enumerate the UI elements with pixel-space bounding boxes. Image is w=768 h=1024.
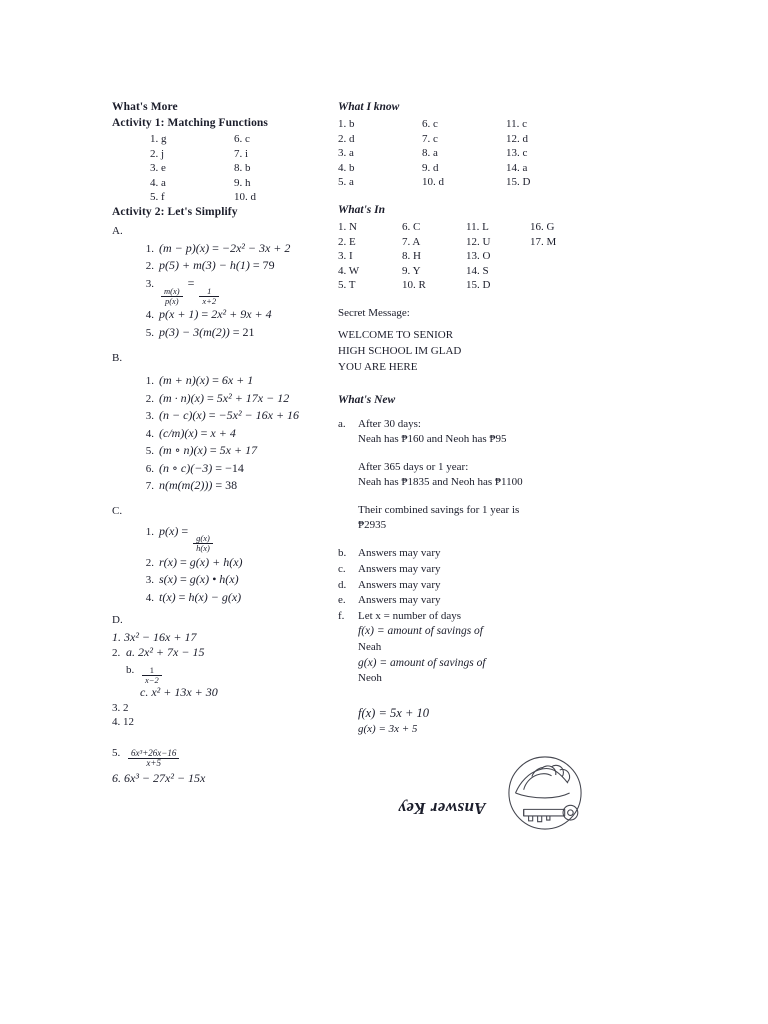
answer-cell: 3. I bbox=[338, 250, 353, 263]
section-heading-whats-more: What's More bbox=[112, 101, 178, 113]
answer-cell: 9. d bbox=[422, 161, 439, 174]
item-text: Answers may vary bbox=[358, 547, 441, 560]
item-marker: a. bbox=[338, 418, 346, 431]
item-a-line-1: After 30 days: bbox=[358, 418, 421, 431]
part-d-item-5 bbox=[112, 742, 332, 769]
list-item bbox=[338, 562, 588, 578]
part-c-label: C. bbox=[112, 504, 123, 517]
item-equation: (m · n)(x) = 5x² + 17x − 12 bbox=[159, 390, 290, 405]
part-d-item-6: 6. 6x³ − 27x² − 15x bbox=[112, 771, 206, 786]
item-f-line-3: Neah bbox=[358, 640, 382, 653]
answer-cell: 14. a bbox=[506, 161, 528, 174]
list-item bbox=[138, 571, 332, 589]
item-equation: (n ∘ c)(−3) = −14 bbox=[159, 460, 244, 475]
answer-cell: 13. O bbox=[466, 250, 491, 263]
item-a-line-6: ₱2935 bbox=[358, 519, 387, 532]
list-item bbox=[138, 554, 332, 572]
part-c-list bbox=[138, 523, 332, 607]
fraction: $\frac{1}{x-2}$ bbox=[142, 666, 162, 686]
item-f-line-2: f(x) = amount of savings of bbox=[358, 625, 483, 638]
answer-cell: 9. Y bbox=[402, 264, 421, 277]
answer-cell bbox=[530, 249, 588, 264]
part-d-item-1: 1. 3x² − 16x + 17 bbox=[112, 630, 197, 645]
list-item bbox=[138, 240, 332, 258]
answer-cell: 1. b bbox=[338, 118, 355, 130]
item-number: 2. bbox=[145, 556, 154, 569]
item-marker: c. bbox=[338, 562, 346, 575]
item-text: Answers may vary bbox=[358, 562, 441, 575]
fraction: $\frac{\text{6x³+26x−16}}{x+5}$ bbox=[128, 749, 179, 769]
answer-cell: 1. N bbox=[338, 220, 357, 233]
item-f-line-1: Let x = number of days bbox=[358, 609, 462, 622]
part-d-item-2 bbox=[112, 645, 332, 660]
answer-cell: 10. d bbox=[422, 176, 444, 189]
item-equation: p(5) + m(3) − h(1) = 79 bbox=[159, 258, 275, 273]
answer-cell: 9. h bbox=[234, 176, 251, 189]
item-marker: d. bbox=[338, 578, 347, 591]
item-number: 6. bbox=[145, 462, 154, 475]
item-equation: (m + n)(x) = 6x + 1 bbox=[159, 373, 254, 388]
answer-cell: 4. a bbox=[150, 176, 166, 189]
answer-cell: 16. G bbox=[530, 220, 555, 233]
item-equation: (m ∘ n)(x) = 5x + 17 bbox=[159, 443, 258, 458]
part-d-item-2b bbox=[126, 660, 332, 686]
part-b-label: B. bbox=[112, 352, 123, 365]
secret-message-line-3: YOU ARE HERE bbox=[338, 361, 418, 374]
item-f-line-7: g(x) = 3x + 5 bbox=[358, 722, 418, 735]
item-number: 7. bbox=[145, 480, 154, 493]
answer-cell: 2. d bbox=[338, 132, 355, 145]
list-item bbox=[338, 593, 588, 609]
answer-cell: 8. H bbox=[402, 250, 421, 263]
answer-cell: 7. i bbox=[234, 147, 249, 160]
section-heading-whats-new: What's New bbox=[338, 394, 396, 407]
list-item bbox=[138, 257, 332, 275]
part-d-label: D. bbox=[112, 614, 123, 627]
item-a-line-5: Their combined savings for 1 year is bbox=[358, 504, 520, 517]
item-equation: (n − c)(x) = −5x² − 16x + 16 bbox=[159, 408, 300, 423]
item-marker: b. bbox=[338, 547, 347, 560]
section-heading-whats-in: What's In bbox=[338, 203, 385, 216]
item-a-line-3: After 365 days or 1 year: bbox=[358, 461, 469, 474]
answer-cell: 7. A bbox=[402, 235, 421, 248]
answer-cell: 3. a bbox=[338, 147, 354, 160]
list-item bbox=[138, 390, 332, 408]
list-item bbox=[138, 460, 332, 478]
item-number: 2. bbox=[145, 260, 154, 273]
part-d-item-3: 3. 2 bbox=[112, 701, 129, 714]
right-column bbox=[338, 100, 588, 737]
answer-cell: 11. L bbox=[466, 220, 489, 233]
answer-key-stamp bbox=[396, 752, 586, 842]
what-i-know-answer-grid bbox=[338, 117, 588, 190]
answer-cell bbox=[530, 278, 588, 293]
whats-new-item-f bbox=[338, 609, 588, 737]
list-item bbox=[138, 523, 332, 554]
answer-cell: 6. c bbox=[422, 118, 438, 130]
answer-cell: 1. g bbox=[150, 133, 167, 145]
fraction: $\frac{m(x)}{p(x)}$ bbox=[161, 287, 183, 307]
list-item bbox=[138, 425, 332, 443]
secret-message-line-1: WELCOME TO SENIOR bbox=[338, 329, 454, 342]
list-item bbox=[138, 442, 332, 460]
item-number: 4. bbox=[145, 427, 154, 440]
item-equation: t(x) = h(x) − g(x) bbox=[159, 589, 242, 604]
answer-cell: 6. c bbox=[234, 133, 250, 145]
left-column bbox=[112, 100, 332, 786]
answer-cell: 14. S bbox=[466, 264, 489, 277]
item-number: 3. bbox=[145, 410, 154, 423]
answer-key-label: Answer Key bbox=[398, 799, 486, 818]
item-number: 4. bbox=[145, 309, 154, 322]
item-equation: n(m(m(2))) = 38 bbox=[159, 478, 238, 493]
activity-1-heading: Activity 1: Matching Functions bbox=[112, 117, 269, 129]
hand-holding-key-icon bbox=[504, 752, 586, 834]
list-item bbox=[338, 578, 588, 594]
secret-message-line-2: HIGH SCHOOL IM GLAD bbox=[338, 345, 462, 358]
list-item bbox=[138, 477, 332, 495]
list-item bbox=[338, 546, 588, 562]
part-d-item-2c: c. x² + 13x + 30 bbox=[140, 685, 218, 700]
secret-message-label: Secret Message: bbox=[338, 306, 410, 319]
item-number: 2. bbox=[112, 646, 121, 659]
fraction: $\frac{1}{x+2}$ bbox=[199, 287, 219, 307]
answer-cell: 5. f bbox=[150, 191, 165, 204]
answer-cell: 11. c bbox=[506, 118, 527, 130]
answer-cell: 17. M bbox=[530, 235, 557, 248]
item-a-line-4: Neah has ₱1835 and Neoh has ₱1100 bbox=[358, 476, 523, 489]
answer-cell: 4. W bbox=[338, 264, 360, 277]
answer-cell: 13. c bbox=[506, 147, 528, 160]
whats-new-item-a bbox=[338, 417, 588, 533]
whats-in-answer-grid bbox=[338, 220, 588, 293]
item-marker: f. bbox=[338, 609, 345, 622]
item-number: 3. bbox=[145, 277, 154, 290]
item-equation: (m − p)(x) = −2x² − 3x + 2 bbox=[159, 240, 291, 255]
activity-1-answer-grid bbox=[150, 132, 332, 205]
fraction: $\frac{g(x)}{h(x)}$ bbox=[193, 534, 213, 554]
item-equation: (c/m)(x) = x + 4 bbox=[159, 425, 236, 440]
item-text: Answers may vary bbox=[358, 578, 441, 591]
part-a-label: A. bbox=[112, 224, 123, 237]
list-item bbox=[138, 589, 332, 607]
activity-2-heading: Activity 2: Let's Simplify bbox=[112, 205, 238, 218]
list-item bbox=[138, 324, 332, 342]
section-heading-what-i-know: What I know bbox=[338, 101, 400, 113]
item-f-line-6: f(x) = 5x + 10 bbox=[358, 705, 430, 720]
answer-cell: 4. b bbox=[338, 161, 355, 174]
item-number: 5. bbox=[145, 445, 154, 458]
item-number: 2. bbox=[145, 392, 154, 405]
item-f-line-5: Neoh bbox=[358, 672, 382, 685]
item-number: 1. bbox=[145, 375, 154, 388]
item-equation: p(x) = $\frac{g(x)}{h(x)}$ bbox=[159, 523, 332, 554]
item-marker: e. bbox=[338, 594, 346, 607]
item-number: 3. bbox=[145, 574, 154, 587]
part-b-list bbox=[138, 372, 332, 495]
answer-cell: 5. a bbox=[338, 176, 354, 189]
answer-cell: 7. c bbox=[422, 132, 438, 145]
answer-cell: 6. C bbox=[402, 220, 421, 233]
part-a-list bbox=[138, 240, 332, 341]
item-equation: s(x) = g(x) • h(x) bbox=[159, 572, 239, 587]
answer-cell: 12. U bbox=[466, 235, 491, 248]
answer-cell: 15. D bbox=[466, 279, 491, 292]
answer-cell: 8. b bbox=[234, 162, 251, 175]
item-marker: b. bbox=[126, 663, 135, 676]
answer-cell: 10. d bbox=[234, 191, 256, 204]
answer-cell: 15. D bbox=[506, 176, 531, 189]
list-item bbox=[138, 407, 332, 425]
item-a-line-2: Neah has ₱160 and Neoh has ₱95 bbox=[358, 433, 507, 446]
item-number: 1. bbox=[145, 525, 154, 538]
list-item bbox=[138, 372, 332, 390]
item-number: 5. bbox=[112, 746, 121, 759]
answer-cell: 8. a bbox=[422, 147, 438, 160]
item-number: 4. bbox=[145, 591, 154, 604]
answer-cell: 12. d bbox=[506, 132, 528, 145]
answer-cell bbox=[530, 264, 588, 279]
answer-cell: 2. j bbox=[150, 147, 165, 160]
item-2a: a. 2x² + 7x − 15 bbox=[126, 644, 205, 659]
answer-cell: 5. T bbox=[338, 279, 356, 292]
part-d-item-4: 4. 12 bbox=[112, 716, 134, 729]
item-text: Answers may vary bbox=[358, 594, 441, 607]
answer-cell: 10. R bbox=[402, 279, 426, 292]
item-equation: p(x + 1) = 2x² + 9x + 4 bbox=[159, 307, 272, 322]
list-item bbox=[138, 275, 332, 306]
answer-cell: 3. e bbox=[150, 162, 166, 175]
item-number: 1. bbox=[145, 242, 154, 255]
list-item bbox=[138, 306, 332, 324]
item-equation: p(3) − 3(m(2)) = 21 bbox=[159, 324, 255, 339]
item-equation: $\frac{m(x)}{p(x)}$ = $\frac{1}{x+2}$ bbox=[159, 275, 332, 306]
whats-new-items-b-to-e bbox=[338, 546, 588, 608]
item-f-line-4: g(x) = amount of savings of bbox=[358, 656, 486, 669]
item-equation: r(x) = g(x) + h(x) bbox=[159, 554, 243, 569]
item-number: 5. bbox=[145, 326, 154, 339]
answer-cell: 2. E bbox=[338, 235, 356, 248]
